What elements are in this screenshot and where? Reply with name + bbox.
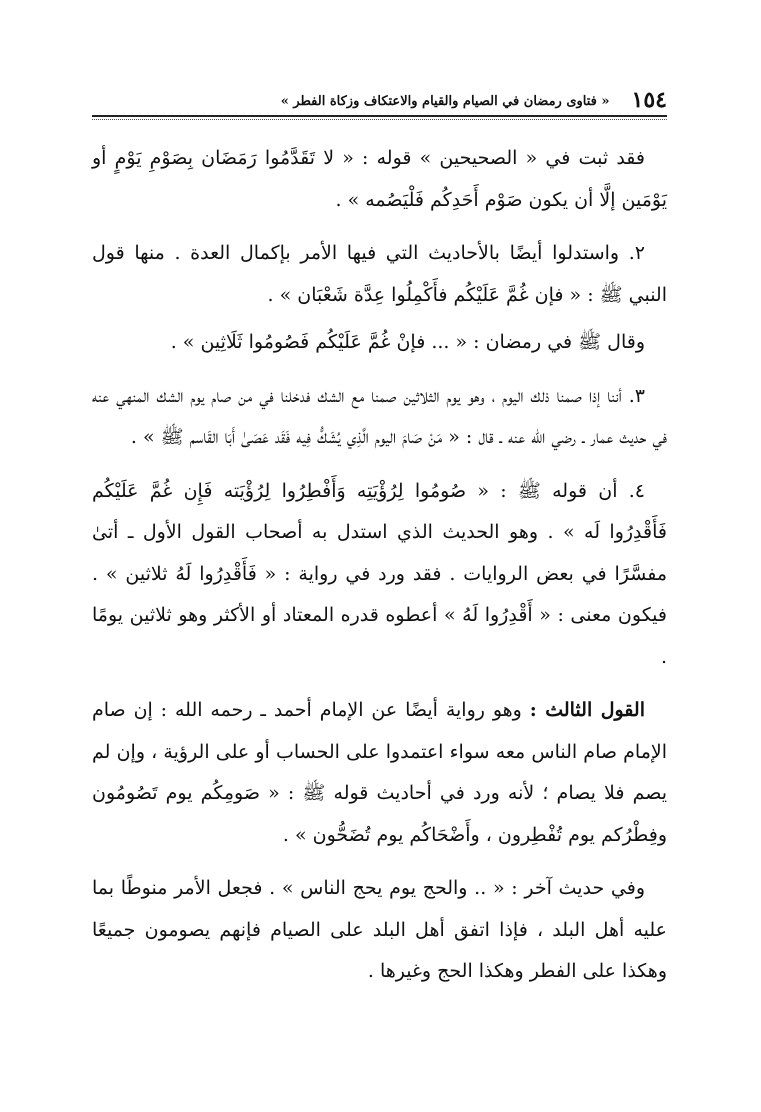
header-divider	[92, 115, 667, 117]
paragraph-6	[92, 690, 667, 856]
page-body	[92, 138, 667, 1005]
paragraph-4: ٣. أننا إذا صمنا ذلك اليوم ، وهو يوم الثلاثين صمنا مع الشك فدخلنا في من صام يوم الشك المنهي عنه في حديث عمار ـ رضي الله عنه ـ قال : « مَنْ صَامَ اليوم الَّذِي يُشَكُّ فِيه فَقَد عَصَىٰ أَبَا القَاسم ﷺ » .	[92, 384, 667, 448]
paragraph-7: وفي حديث آخر : « .. والحج يوم يحج الناس » . فجعل الأمر منوطًا بما عليه أهل البلد ، فإذا اتفق أهل البلد على الصيام فإنهم يصومون جميعًا وهكذا على الفطر وهكذا الحج وغيرها .	[92, 877, 667, 982]
paragraph-3: وقال ﷺ في رمضان : « ... فإنْ غُمَّ عَلَيْكُم فَصُومُوا ثَلَاثِين » .	[170, 331, 645, 353]
header-divider-dotted	[92, 119, 667, 120]
running-title: « فتاوى رمضان في الصيام والقيام والاعتكاف وزكاة الفطر »	[280, 94, 610, 109]
paragraph-6-text: وهو رواية أيضًا عن الإمام أحمد ـ رحمه الله : إن صام الإمام صام الناس معه سواء اعتمدوا على الحساب أو على الرؤية ، وإن لم يصم فلا يصام ؛ لأنه ورد في أحاديث قوله ﷺ : « صَومِكُم يوم تَصُومُون وفِطْرُكم يوم تُفْطِرون ، وأَضْحَاكُم يوم تُضَحُّون » .	[92, 699, 667, 846]
paragraph-1: فقد ثبت في « الصحيحين » قوله : « لا تَقَدَّمُوا رَمَضَان بِصَوْمِ يَوْمٍ أو يَوْمَين إلَّا أن يكون صَوْم أَحَدِكُم فَلْيَصُمه » .	[92, 147, 667, 211]
paragraph-2: ٢. واستدلوا أيضًا بالأحاديث التي فيها الأمر بإكمال العدة . منها قول النبي ﷺ : « فإن غُمَّ عَلَيْكُم فأَكْمِلُوا عِدَّة شَعْبَان » .	[92, 242, 667, 306]
section-heading-third-opinion: القول الثالث :	[529, 699, 645, 721]
paragraph-5: ٤. أن قوله ﷺ : « صُومُوا لِرُؤْيَتِه وَأَفْطِرُوا لِرُؤْيَته فَإِن غُمَّ عَلَيْكُم فَأَقْدِرُوا لَه » . وهو الحديث الذي استدل به أصحاب القول الأول ـ أتىٰ مفسَّرًا في بعض الروايات . فقد ورد في رواية : « فَأَقْدِرُوا لَهُ ثلاثين » . فيكون معنى : « أَقْدِرُوا لَهُ » أعطوه قدره المعتاد أو الأكثر وهو ثلاثين يومًا .	[92, 479, 667, 668]
page-header	[92, 86, 667, 112]
page-number: ١٥٤	[631, 87, 667, 113]
